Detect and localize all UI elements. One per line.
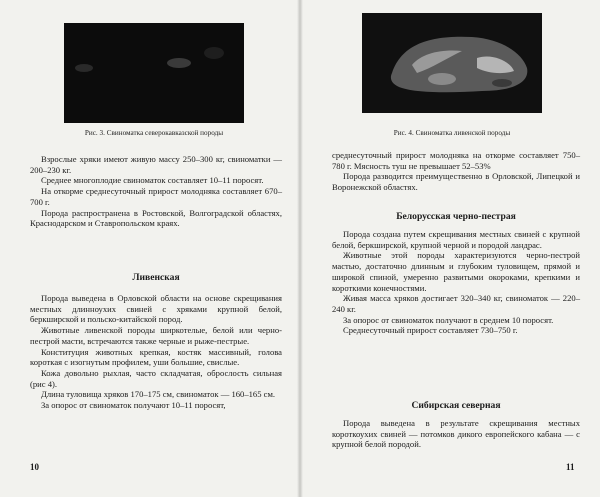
paragraph: Порода разводится преимущественно в Орловской, Липецкой и Воронежской областях.: [332, 171, 580, 193]
paragraph: Взрослые хряки имеют живую массу 250–300 кг, свиноматки — 200–230 кг.: [30, 154, 282, 175]
paragraph: Порода распространена в Ростовской, Волгоградской областях, Краснодарском и Ставропольском краях.: [30, 207, 282, 229]
right-text-middle: [332, 229, 580, 336]
paragraph: На откорме среднесуточный прирост молодняка составляет 670–700 г.: [30, 186, 282, 207]
section-title-livenskaya: Ливенская: [132, 272, 180, 283]
paragraph: Живая масса хряков достигает 320–340 кг, свиноматок — 220–240 кг.: [332, 293, 580, 314]
page-number-right: 11: [566, 462, 575, 472]
left-text-top: [30, 154, 282, 229]
paragraph: За опорос от свиноматок получают в среднем 10 поросят.: [343, 314, 554, 325]
pig-silhouette-image: [362, 13, 542, 113]
paragraph: Среднее многоплодие свиноматок составляет 10–11 поросят.: [41, 175, 264, 186]
paragraph: Порода выведена в Орловской области на основе скрещивания местных длинноухих свиней с хряками крупной белой, беркширской и польско-китайской пород.: [30, 293, 282, 325]
section-title-sibirskaya: Сибирская северная: [411, 400, 501, 411]
paragraph: Порода выведена в результате скрещивания местных короткоухих свиней — потомков дикого европейского кабана — с крупной белой породой.: [332, 418, 580, 450]
paragraph: За опорос от свиноматок получают 10–11 поросят,: [41, 400, 226, 411]
section-title-belorusskaya: Белорусская черно-пестрая: [396, 211, 516, 222]
paragraph: Среднесуточный прирост составляет 730–750 г.: [343, 325, 518, 336]
pig-silhouette-image: [64, 23, 244, 123]
figure-4-photo: [362, 13, 542, 113]
figure-3-caption: Рис. 3. Свиноматка северокавказской породы: [84, 129, 224, 137]
paragraph: среднесуточный прирост молодняка на откорме составляет 750–780 г. Мясность туш не превышает 52–53%: [332, 150, 580, 171]
page-number-left: 10: [30, 462, 39, 472]
paragraph: Длина туловища хряков 170–175 см, свиноматок — 160–165 см.: [41, 389, 276, 400]
paragraph: Животные ливенской породы ширкотелые, белой или черно-пестрой масти, встречаются также черные и рыже-пестрые.: [30, 325, 282, 346]
paragraph: Кожа довольно рыхлая, часто складчатая, оброслость сильная (рис 4).: [30, 367, 282, 389]
right-text-bottom: [332, 418, 580, 450]
left-text-bottom: [30, 293, 282, 411]
paragraph: Конституция животных крепкая, костяк массивный, голова короткая с изогнутым профилем, уши большие, свислые.: [30, 346, 282, 368]
paragraph: Порода создана путем скрещивания местных свиней с крупной белой, беркширской, крупной черной и породой ландрас.: [332, 229, 580, 250]
paragraph: Животные этой породы характеризуются черно-пестрой мастью, достаточно длинным и глубоким туловищем, прямой и широкой спиной, умеренно развитыми окороками, крепкими и короткими конечностями.: [332, 250, 580, 293]
right-text-top: [332, 150, 580, 193]
right-page: [300, 0, 600, 497]
figure-4-caption: Рис. 4. Свиноматка ливенской породы: [393, 129, 511, 137]
figure-3-photo: [64, 23, 244, 123]
